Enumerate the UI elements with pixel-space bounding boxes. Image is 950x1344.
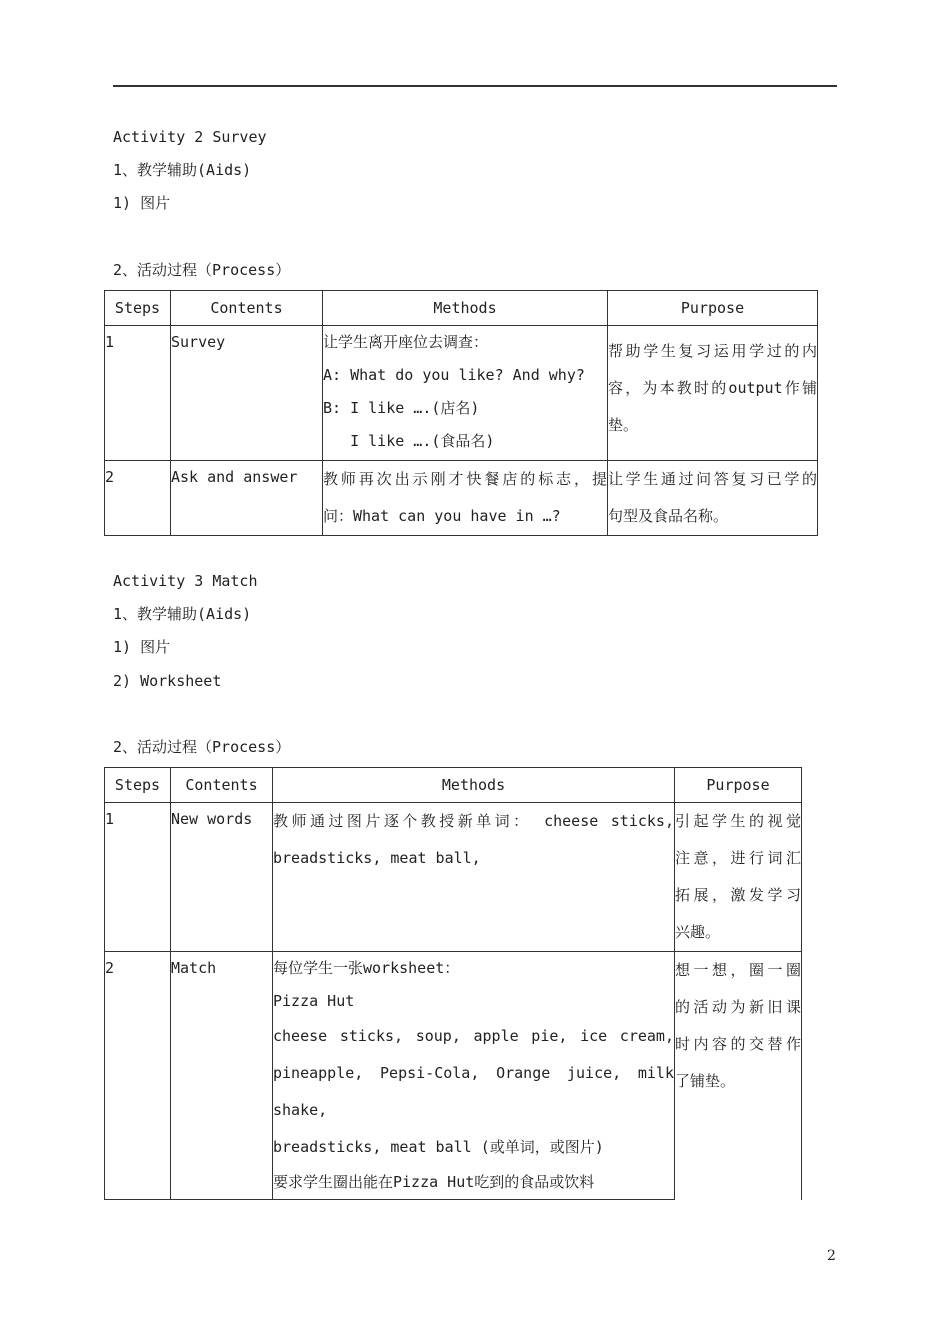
step-cell: 2	[105, 952, 171, 1200]
header-purpose: Purpose	[608, 291, 818, 326]
step-cell: 1	[105, 326, 171, 461]
content-cell: Match	[171, 952, 273, 1200]
purpose-line: 容，为本教时的output作铺	[608, 379, 817, 397]
activity2-aids-heading: 1、教学辅助(Aids)	[113, 161, 252, 179]
methods-line: 让学生离开座位去调查：	[323, 333, 489, 351]
purpose-line: 让学生通过问答复习已学的	[608, 470, 817, 488]
methods-line: cheese sticks, soup, apple pie, ice cream,	[273, 1027, 674, 1045]
header-methods: Methods	[273, 768, 675, 803]
activity3-aids-item: 1) 图片	[113, 638, 171, 656]
methods-line: B: I like ….(店名)	[323, 399, 480, 417]
purpose-line: 注意，进行词汇	[675, 849, 801, 867]
activity3-process-table	[104, 767, 802, 1200]
methods-line: breadsticks, meat ball (或单词，或图片)	[273, 1138, 604, 1156]
content-cell: Survey	[171, 326, 323, 461]
methods-line: pineapple, Pepsi-Cola, Orange juice, milk shake,	[273, 1064, 674, 1119]
step-cell: 2	[105, 461, 171, 536]
purpose-line: 垫。	[608, 416, 639, 434]
purpose-line: 帮助学生复习运用学过的内	[608, 342, 817, 360]
activity2-title: Activity 2 Survey	[113, 128, 267, 146]
activity3-aids-heading: 1、教学辅助(Aids)	[113, 605, 252, 623]
purpose-line: 兴趣。	[675, 923, 721, 941]
activity3-title: Activity 3 Match	[113, 572, 258, 590]
purpose-line: 拓展，激发学习	[675, 886, 801, 904]
activity2-process-heading: 2、活动过程（Process）	[113, 261, 291, 279]
methods-cell	[323, 461, 608, 536]
purpose-cell	[608, 461, 818, 536]
step-cell: 1	[105, 803, 171, 952]
purpose-cell	[675, 803, 802, 952]
purpose-cell	[608, 326, 818, 461]
purpose-line: 想一想，圈一圈	[675, 961, 801, 979]
activity2-process-table	[104, 290, 818, 536]
table-row	[105, 803, 802, 952]
methods-cell	[273, 952, 675, 1200]
header-purpose: Purpose	[675, 768, 802, 803]
table-row	[105, 326, 818, 461]
header-steps: Steps	[105, 291, 171, 326]
table-header-row	[105, 291, 818, 326]
methods-line: 教师再次出示刚才快餐店的标志，提	[323, 470, 607, 488]
header-contents: Contents	[171, 291, 323, 326]
header-rule	[113, 85, 837, 87]
methods-line: 要求学生圈出能在Pizza Hut吃到的食品或饮料	[273, 1173, 595, 1191]
table-header-row	[105, 768, 802, 803]
table-row	[105, 461, 818, 536]
header-steps: Steps	[105, 768, 171, 803]
methods-line: breadsticks, meat ball,	[273, 849, 481, 867]
page-number: 2	[827, 1248, 836, 1264]
purpose-cell	[675, 952, 802, 1200]
methods-line: Pizza Hut	[273, 992, 355, 1010]
methods-line: 每位学生一张worksheet：	[273, 959, 460, 977]
activity2-aids-item: 1) 图片	[113, 194, 171, 212]
purpose-line: 句型及食品名称。	[608, 507, 729, 525]
methods-line: I like ….(食品名)	[323, 432, 495, 450]
activity3-process-heading: 2、活动过程（Process）	[113, 738, 291, 756]
table-row	[105, 952, 802, 1200]
methods-line: A: What do you like? And why?	[323, 366, 585, 384]
header-methods: Methods	[323, 291, 608, 326]
content-cell: Ask and answer	[171, 461, 323, 536]
content-cell: New words	[171, 803, 273, 952]
purpose-line: 的活动为新旧课	[675, 998, 801, 1016]
methods-cell	[273, 803, 675, 952]
methods-line: 教师通过图片逐个教授新单词： cheese sticks,	[273, 812, 674, 830]
purpose-line: 时内容的交替作	[675, 1035, 801, 1053]
methods-cell	[323, 326, 608, 461]
header-contents: Contents	[171, 768, 273, 803]
purpose-line: 了铺垫。	[675, 1072, 736, 1090]
activity3-aids-item: 2) Worksheet	[113, 672, 222, 690]
purpose-line: 引起学生的视觉	[675, 812, 801, 830]
methods-line: 问：What can you have in …?	[323, 507, 561, 525]
